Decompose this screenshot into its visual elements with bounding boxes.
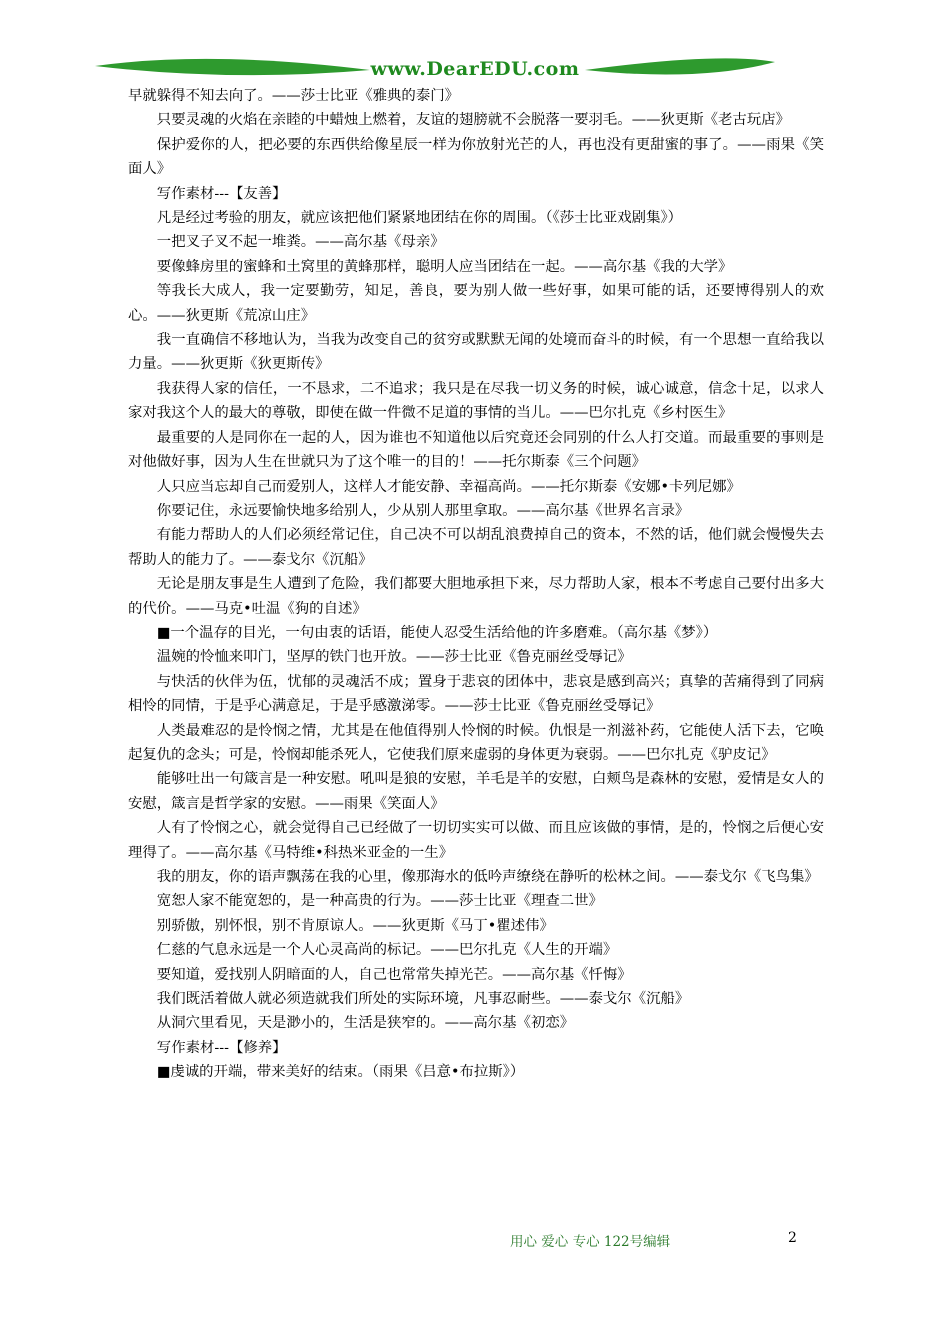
paragraph: 人只应当忘却自己而爱别人，这样人才能安静、幸福高尚。——托尔斯泰《安娜•卡列尼娜》: [156, 478, 741, 495]
paragraph: 无论是朋友事是生人遭到了危险，我们都要大胆地承担下来，尽力帮助人家，根本不考虑自己要付出多大的代价。——马克•吐温《狗的自述》: [128, 576, 824, 617]
paragraph: ■虔诚的开端，带来美好的结束。（雨果《吕意•布拉斯》）: [156, 1064, 525, 1081]
paragraph: 早就躲得不知去向了。——莎士比亚《雅典的泰门》: [128, 88, 459, 104]
paragraph: 仁慈的气息永远是一个人心灵高尚的标记。——巴尔扎克《人生的开端》: [156, 942, 618, 959]
paragraph: 等我长大成人，我一定要勤劳，知足，善良，要为别人做一些好事，如果可能的话，还要博得别人的欢心。——狄更斯《荒凉山庄》: [128, 283, 824, 324]
paragraph: 从洞穴里看见，天是渺小的，生活是狭窄的。——高尔基《初恋》: [156, 1015, 575, 1032]
paragraph: 宽恕人家不能宽恕的，是一种高贵的行为。——莎士比亚《理查二世》: [156, 893, 603, 910]
page-number: 2: [788, 1230, 797, 1246]
footer-slogan: 用心 爱心 专心 122号编辑: [510, 1234, 671, 1250]
paragraph: ■一个温存的目光，一句由衷的话语，能使人忍受生活给他的许多磨难。（高尔基《梦》）: [156, 624, 718, 641]
document-body: [128, 84, 824, 1085]
paragraph: 有能力帮助人的人们必须经常记住，自己决不可以胡乱浪费掉自己的资本，不然的话，他们就会慢慢失去帮助人的能力了。——泰戈尔《沉船》: [128, 527, 824, 568]
paragraph: 要像蜂房里的蜜蜂和土窝里的黄蜂那样，聪明人应当团结在一起。——高尔基《我的大学》: [156, 258, 733, 275]
section-heading: 写作素材---【修养】: [156, 1039, 287, 1056]
paragraph: 温婉的怜恤来叩门，坚厚的铁门也开放。——莎士比亚《鲁克丽丝受辱记》: [156, 649, 632, 666]
paragraph: 我一直确信不移地认为，当我为改变自己的贫穷或默默无闻的处境而奋斗的时候，有一个思想一直给我以力量。——狄更斯《狄更斯传》: [128, 332, 824, 373]
paragraph: 别骄傲，别怀恨，别不肯原谅人。——狄更斯《马丁•瞿述伟》: [156, 917, 554, 934]
site-logo-text: www.DearEDU.com: [370, 58, 580, 80]
paragraph: 要知道，爱找别人阴暗面的人，自己也常常失掉光芒。——高尔基《忏悔》: [156, 966, 632, 983]
paragraph: 保护爱你的人，把必要的东西供给像星辰一样为你放射光芒的人，再也没有更甜蜜的事了。——雨果《笑面人》: [128, 136, 824, 178]
paragraph: 你要记住，永远要愉快地多给别人，少从别人那里拿取。——高尔基《世界名言录》: [156, 502, 690, 519]
paragraph: 我们既活着做人就必须造就我们所处的实际环境，凡事忍耐些。——泰戈尔《沉船》: [156, 991, 690, 1008]
paragraph: 最重要的人是同你在一起的人，因为谁也不知道他以后究竟还会同别的什么人打交道。而最重要的事则是对他做好事，因为人生在世就只为了这个唯一的目的！——托尔斯泰《三个问题》: [128, 429, 824, 471]
paragraph: 人类最难忍的是怜悯之情，尤其是在他值得别人怜悯的时候。仇恨是一剂滋补药，它能使人活下去，它唤起复仇的念头；可是，怜悯却能杀死人，它使我们原来虚弱的身体更为衰弱。——巴尔扎克《驴皮记》: [128, 722, 824, 763]
paragraph: 只要灵魂的火焰在亲睦的中蜡烛上燃着，友谊的翅膀就不会脱落一要羽毛。——狄更斯《老古玩店》: [156, 112, 790, 129]
paragraph: 一把叉子叉不起一堆粪。——高尔基《母亲》: [156, 234, 445, 251]
paragraph: 我的朋友，你的语声飘荡在我的心里，像那海水的低吟声缭绕在静听的松林之间。——泰戈尔《飞鸟集》: [156, 869, 819, 885]
paragraph: 能够吐出一句箴言是一种安慰。吼叫是狼的安慰，羊毛是羊的安慰，白颊鸟是森林的安慰，爱情是女人的安慰，箴言是哲学家的安慰。——雨果《笑面人》: [128, 771, 824, 812]
paragraph: 我获得人家的信任，一不恳求，二不追求；我只是在尽我一切义务的时候，诚心诚意，信念十足，以求人家对我这个人的最大的尊敬，即使在做一件微不足道的事情的当儿。——巴尔扎克《乡村医生》: [128, 380, 824, 422]
paragraph: 与快活的伙伴为伍，忧郁的灵魂活不成；置身于悲哀的团体中，悲哀是感到高兴；真挚的苦痛得到了同病相怜的同情，于是乎心满意足，于是乎感激涕零。——莎士比亚《鲁克丽丝受辱记》: [128, 673, 824, 715]
section-heading: 写作素材---【友善】: [156, 185, 287, 202]
paragraph: 凡是经过考验的朋友，就应该把他们紧紧地团结在你的周围。（《莎士比亚戏剧集》）: [156, 210, 683, 227]
paragraph: 人有了怜悯之心，就会觉得自己已经做了一切切实实可以做、而且应该做的事情，是的，怜悯之后便心安理得了。——高尔基《马特维•科热米亚金的一生》: [128, 820, 824, 861]
